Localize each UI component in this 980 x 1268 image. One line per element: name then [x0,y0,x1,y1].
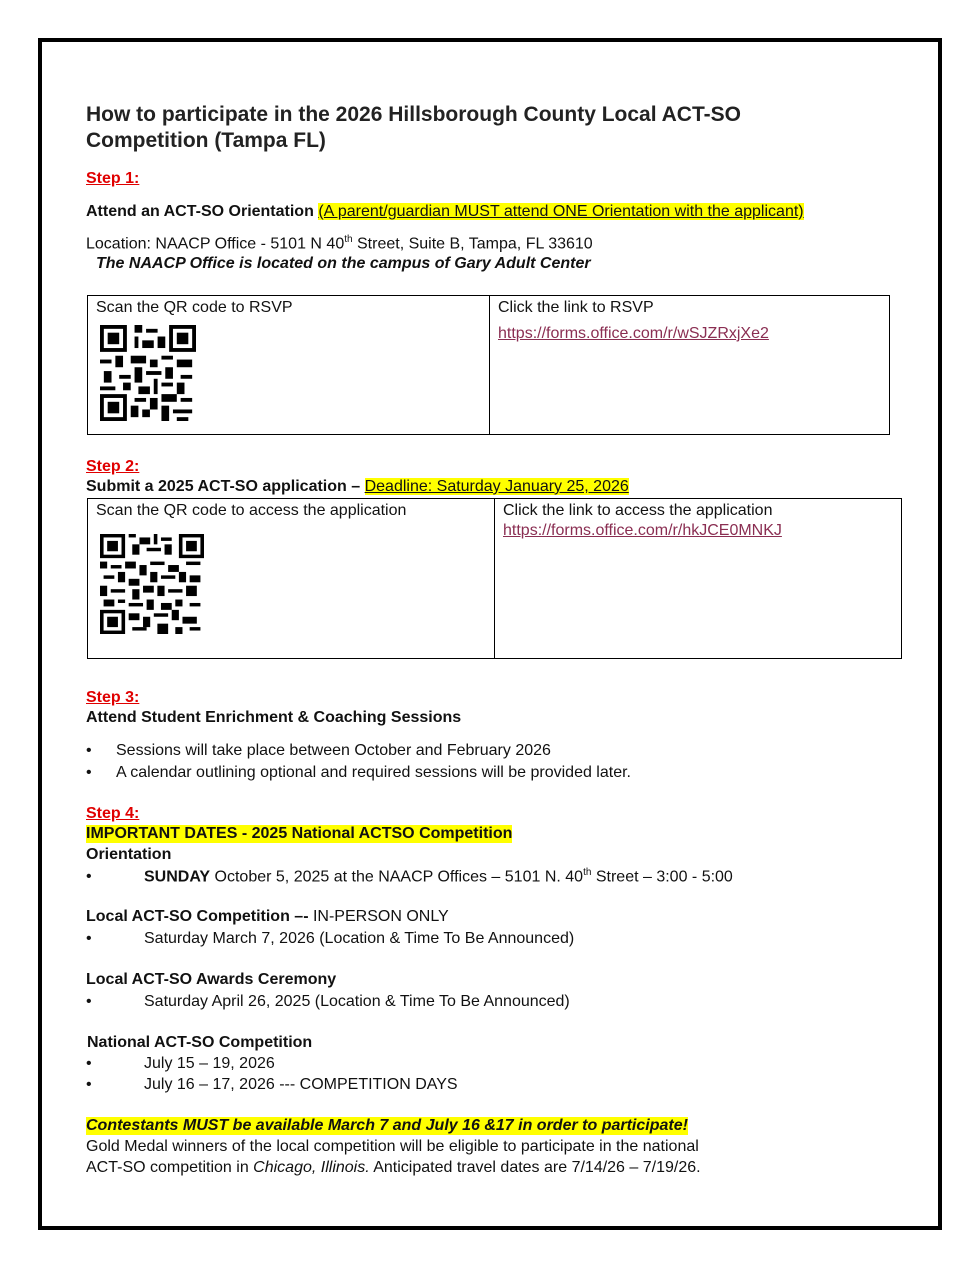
bullet-icon: • [86,1055,92,1072]
application-table [87,498,902,659]
local-competition-title: Local ACT-SO Competition –- [86,908,309,925]
orientation-sup: th [583,867,592,878]
important-dates-heading: IMPORTANT DATES - 2025 National ACTSO Competition [86,825,513,842]
list-item [86,930,574,948]
bullet-icon: • [86,742,92,759]
orientation-day: SUNDAY [144,868,211,886]
list-item-text: Saturday April 26, 2025 (Location & Time To Be Announced) [144,993,570,1010]
qr-code-icon[interactable] [100,325,196,421]
orientation-heading: Orientation [86,846,172,863]
orientation-text: October 5, 2025 at the NAACP Offices – 5101 N. 40 [210,868,584,886]
orientation-text-tail: Street – 3:00 - 5:00 [591,868,733,886]
bullet-icon: • [86,993,92,1010]
travel-text [86,1159,701,1177]
travel-city: Chicago, Illinois. [253,1159,370,1176]
list-item [86,742,551,760]
list-item [86,867,733,886]
list-item-text: Sessions will take place between October and February 2026 [116,742,551,759]
application-qr-label: Scan the QR code to access the application [96,502,407,519]
local-competition-note: IN-PERSON ONLY [308,908,449,925]
step1-heading-line [86,203,804,221]
page-title: How to participate in the 2026 Hillsborough County Local ACT-SO Competition (Tampa FL) [86,103,741,152]
eligibility-text: Gold Medal winners of the local competition will be eligible to participate in the national [86,1138,699,1155]
step3-label: Step 3: [86,689,140,706]
step1-label: Step 1: [86,170,140,187]
application-link-label: Click the link to access the application [503,502,773,519]
step2-deadline: Deadline: Saturday January 25, 2026 [364,478,629,495]
application-qr-cell [88,499,495,659]
step2-heading: Submit a 2025 ACT-SO application – [86,478,361,495]
list-item [86,764,631,782]
list-item-text: A calendar outlining optional and required sessions will be provided later. [116,764,631,781]
list-item-text: July 16 – 17, 2026 --- COMPETITION DAYS [144,1076,458,1093]
step2-heading-line [86,478,629,496]
list-item-text: Saturday March 7, 2026 (Location & Time To Be Announced) [144,930,575,947]
bullet-icon: • [86,1076,92,1093]
step1-heading: Attend an ACT-SO Orientation [86,203,314,220]
campus-note: The NAACP Office is located on the campus of Gary Adult Center [96,255,591,272]
qr-code-icon[interactable] [100,534,204,634]
rsvp-link-label: Click the link to RSVP [498,299,654,316]
application-link[interactable]: https://forms.office.com/r/hkJCE0MNKJ [503,522,782,539]
bullet-icon: • [86,764,92,781]
list-item [86,1076,458,1094]
awards-heading: Local ACT-SO Awards Ceremony [86,971,337,988]
list-item [86,993,570,1011]
travel-dates: Anticipated travel dates are 7/14/26 – 7/19/26. [369,1159,701,1176]
location-text: Location: NAACP Office - 5101 N 40 [86,235,345,253]
bullet-icon: • [86,868,92,886]
application-link-cell [495,499,902,659]
rsvp-qr-label: Scan the QR code to RSVP [96,299,293,316]
list-item [86,1055,275,1073]
list-item-text: July 15 – 19, 2026 [144,1055,275,1072]
location-sup: th [344,234,353,245]
step4-label: Step 4: [86,805,140,822]
rsvp-link[interactable]: https://forms.office.com/r/wSJZRxjXe2 [498,325,769,342]
bullet-icon: • [86,930,92,947]
rsvp-table [87,295,890,435]
location-text-tail: Street, Suite B, Tampa, FL 33610 [352,235,593,253]
step1-heading-note: (A parent/guardian MUST attend ONE Orientation with the applicant) [318,203,804,220]
rsvp-link-cell [490,296,890,435]
step3-heading: Attend Student Enrichment & Coaching Sessions [86,709,462,726]
availability-notice: Contestants MUST be available March 7 and July 16 &17 in order to participate! [86,1117,688,1134]
step2-label: Step 2: [86,458,140,475]
rsvp-qr-cell [88,296,490,435]
travel-text-prefix: ACT-SO competition in [86,1159,254,1176]
national-heading: National ACT-SO Competition [87,1034,313,1051]
step1-location [86,234,593,253]
local-competition-heading [86,908,449,926]
